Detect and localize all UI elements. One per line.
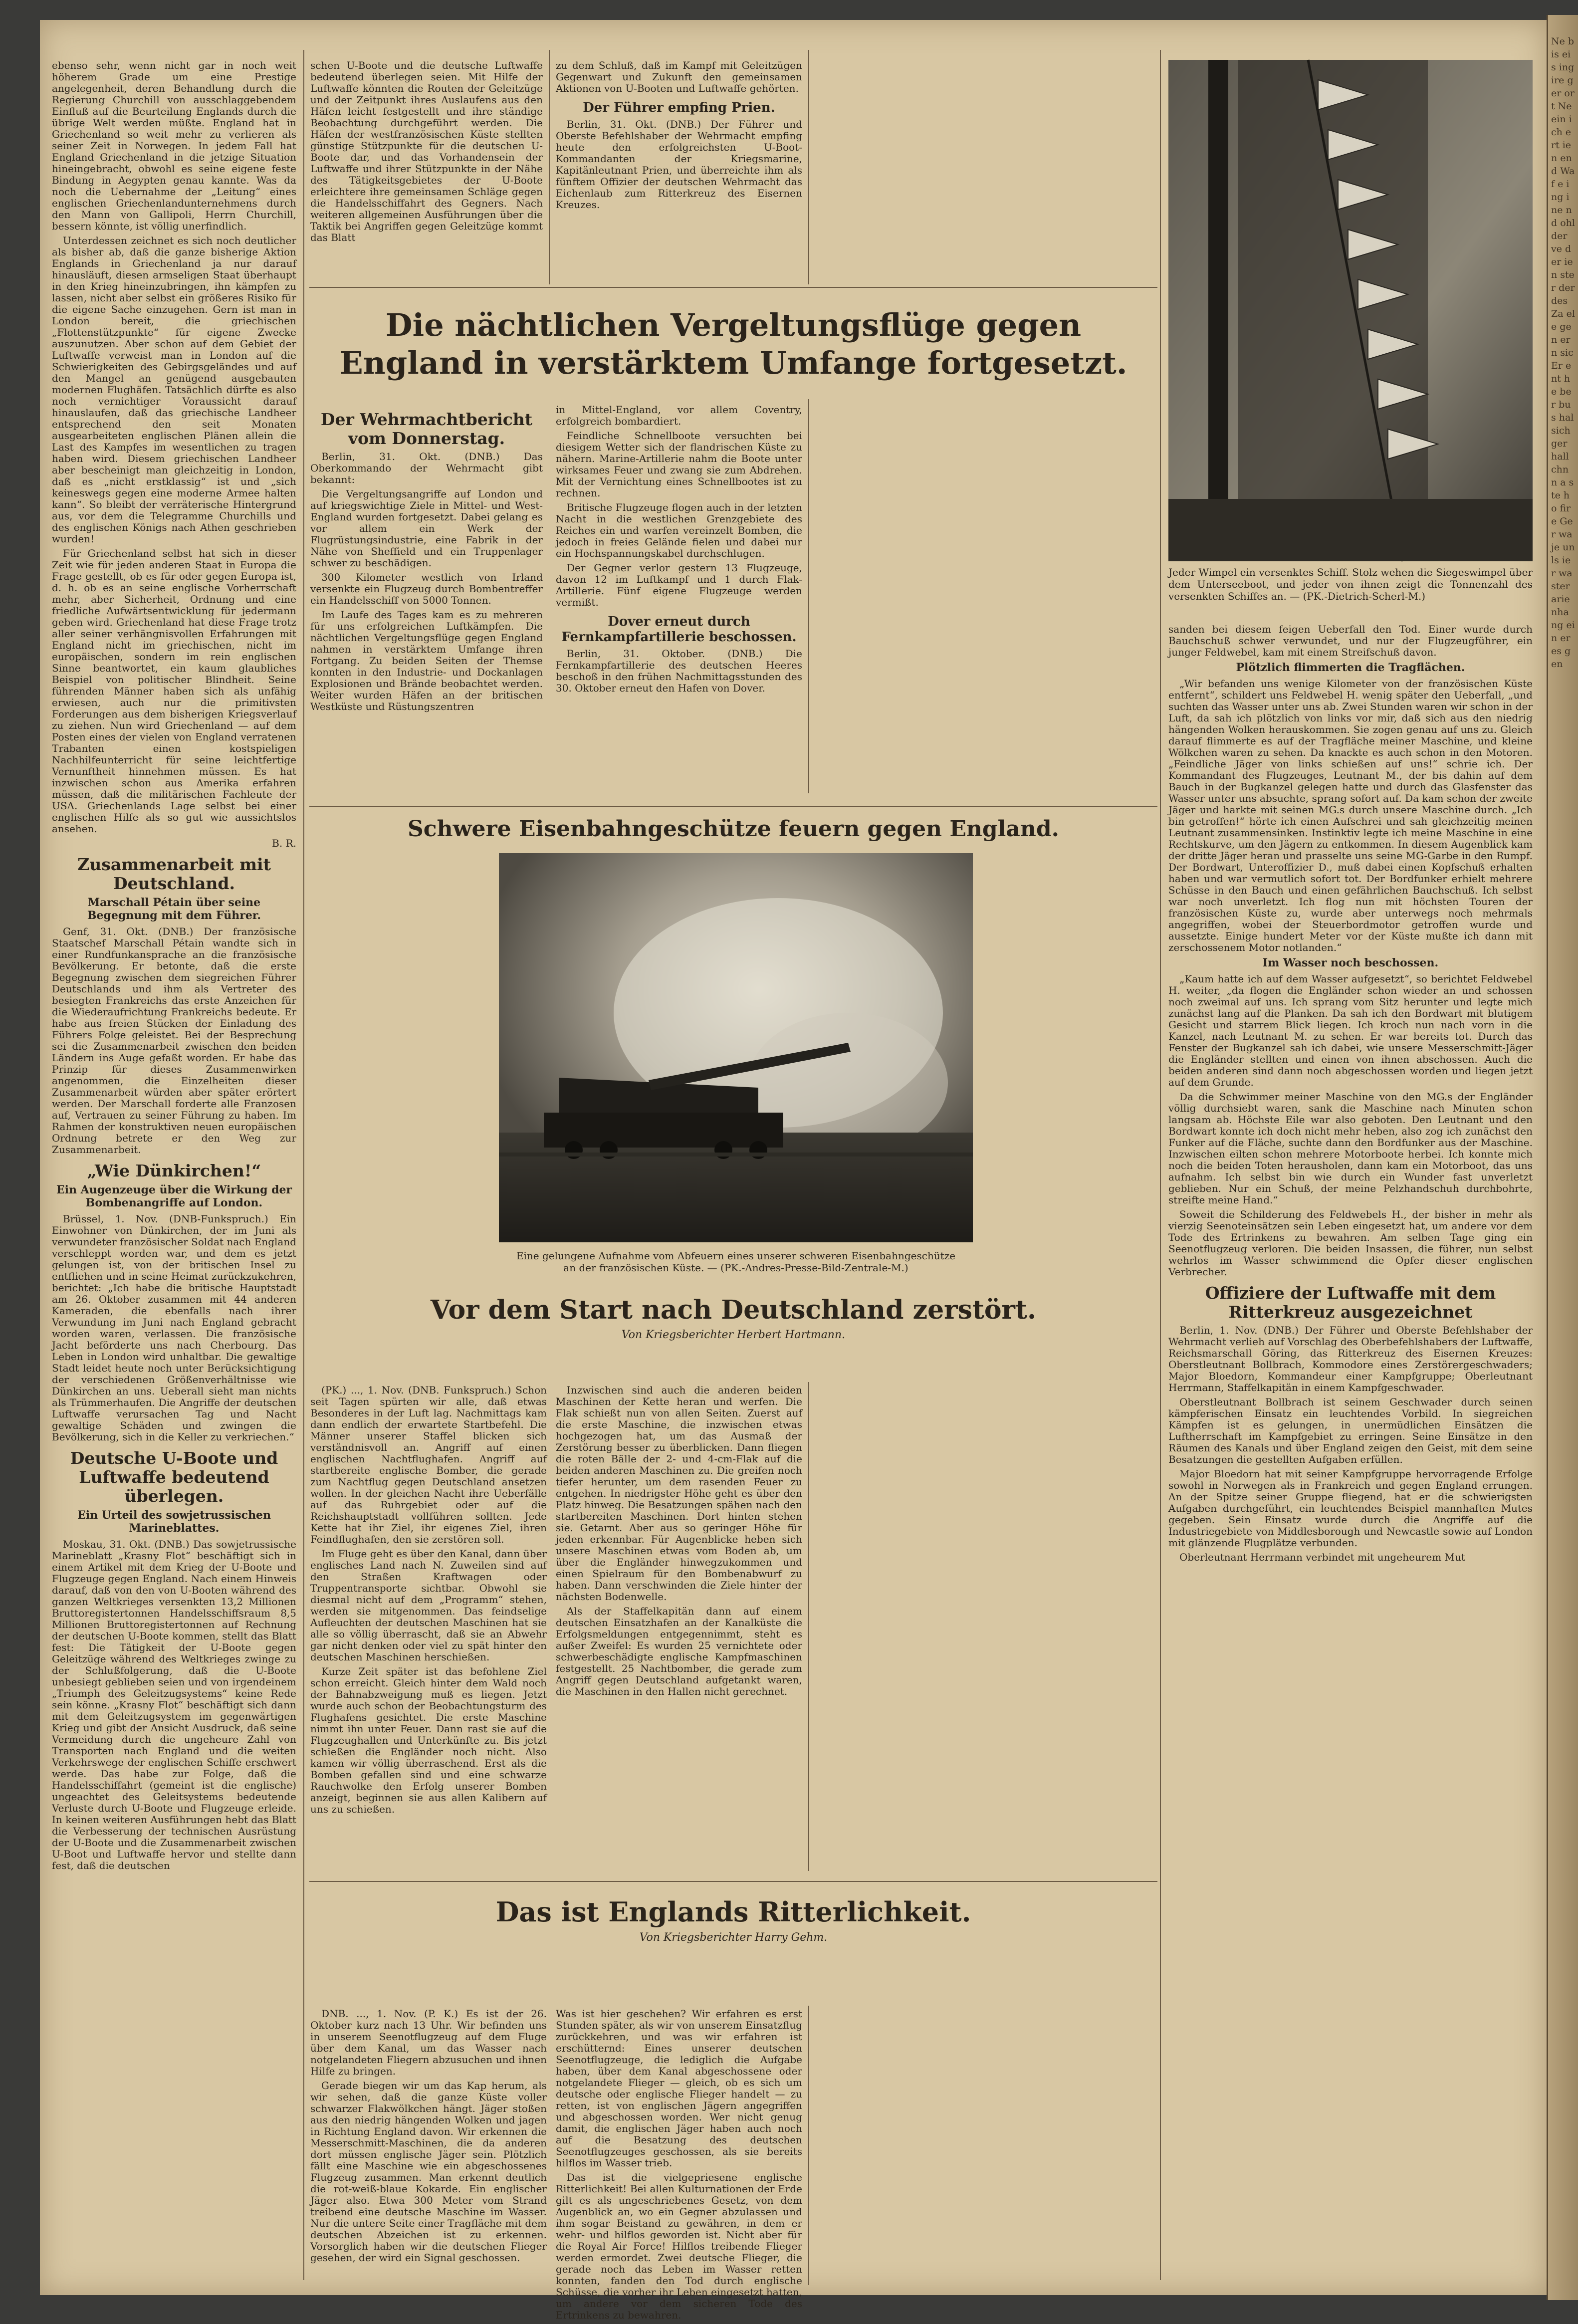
railway-gun-photo [499,853,973,1242]
newspaper-page [40,20,1547,2321]
start-headline: Vor dem Start nach Deutschland zerstört. [430,1295,1037,1325]
article-paragraph: sanden bei diesem feigen Ueberfall den Tod. Einer wurde durch Bauchschuß schwer verwundet, und nur der Flugzeugführer, ein junger Feldwebel, kam mit einem Streifschuß davon. [1168,623,1533,658]
article-paragraph: Oberleutnant Herrmann verbindet mit ungeheurem Mut [1179,1551,1465,1563]
adjacent-page-edge [1547,15,1578,2300]
article-paragraph: Britische Flugzeuge flogen auch in der letzten Nacht in die westlichen Grenzgebiete des Reiches ein und warfen vereinzelt Bomben, die jedoch in freies Gelände fielen und dabei nur ein Hochspannungskabel durchschlugen. [556,501,802,559]
byline: Von Kriegsberichter Harry Gehm. [639,1931,828,1944]
wehrmachtbericht-column [310,404,802,793]
subheadline: Ein Augenzeuge über die Wirkung der Bombenangriffe auf London. [56,1183,292,1209]
photo-headline-block [319,813,1147,848]
article-paragraph: Brüssel, 1. Nov. (DNB-Funkspruch.) Ein Einwohner von Dünkirchen, der im Juni als verwundeter französischer Soldat nach England verschleppt worden war, und dem es jetzt gelungen ist, von der britischen Insel zu entfliehen und in seine Heimat zurückzukehren, berichtet: „Ich habe die britische Hauptstadt am 26. Oktober zusammen mit 44 anderen Kameraden, die ebenfalls nach ihrer Verwundung im Juni nach England gebracht worden waren, verlassen. Die französische Jacht beförderte uns nach Cherbourg. Das Leben in London wird unhaltbar. Die gewaltige Stadt leidet heute noch unter Berücksichtigung der verschiedenen Größenverhältnisse wie Dünkirchen an uns. Ueberall sieht man nichts als Trümmerhaufen. Die Angriffe der deutschen Luftwaffe verursachen Tag und Nacht gewaltige Schäden und zwingen die Bevölkerung, sich in die Keller zu verkriechen.“ [52,1213,296,1443]
article-paragraph: Soweit die Schilderung des Feldwebels H., der bisher in mehr als vierzig Seenoteinsätzen sein Leben eingesetzt hat, um andere vor dem Tode des Ertrinkens zu bewahren. Am selben Tage ging ein Seenotflugzeug verloren. Die beiden Insassen, die führer, nun selbst wehrlos im Wasser schwimmend die Opfer dieser englischen Verbrecher. [1168,1208,1533,1278]
column-rule [808,50,809,284]
byline: Von Kriegsberichter Herbert Hartmann. [621,1329,846,1341]
article-paragraph: „Wir befanden uns wenige Kilometer von der französischen Küste entfernt“, schildert uns Feldwebel H. wenig später den Ueberfall, „und suchten das Wasser unter uns ab. Zwei Stunden waren wir schon in der Luft, da sah ich plötzlich von links vor mir, daß sich aus den niedrig hängenden Wolken herauskommen. Sie zogen genau auf uns zu. Gleich darauf flimmerte es auf der Tragfläche meiner Maschine, und kleine Wölkchen waren zu sehen. Da knackte es auch schon in den Motoren. „Feindliche Jäger von links schießen auf uns!“ schrie ich. Der Kommandant des Flugzeuges, Leutnant M., der bis dahin auf dem Bauch in der Bugkanzel gelegen hatte und durch das Glasfenster das Wasser unter uns absuchte, sprang sofort auf. Da kam schon der zweite Jäger und harkte mit seinen MG.s durch unsere Maschine durch. „Ich bin getroffen!“ hörte ich einen Aufschrei und sah gleichzeitig meinen Leutnant zusammensinken. Instinktiv legte ich meine Maschine in eine Rechtskurve, um den Jägern zu entkommen. In diesem Augenblick kam der dritte Jäger heran und prasselte uns seine MG-Garbe in den Rumpf. Der Bordwart, Unteroffizier D., muß dabei einen Kopfschuß erhalten haben und war vermutlich sofort tot. Der Bordfunker erhielt mehrere Schüsse in den Bauch und einen gefährlichen Bauchschuß. Ich selbst war noch unverletzt. Ich flog nun mit höchsten Touren der französischen Küste zu, wurde aber unterwegs noch mehrmals angegriffen, wobei der Steuerbordmotor getroffen wurde und aussetzte. Einige hundert Meter vor der Küste mußte ich dann mit zerschossenem Motor notlanden.“ [1168,678,1533,953]
article-paragraph: Die Vergeltungsangriffe auf London und auf kriegswichtige Ziele in Mittel- und West-England wurden fortgesetzt. Dabei gelang es vor allem ein Werk der Flugrüstungsindustrie, eine Fabrik in der Nähe von Sheffield und ein Truppenlager schwer zu beschädigen. [310,488,543,569]
main-headline: Die nächtlichen Vergeltungsflüge gegen England in verstärktem Umfange fortgesetzt. [339,307,1127,381]
article-paragraph: Was ist hier geschehen? Wir erfahren es erst Stunden später, als wir von unserem Einsatzflug zurückkehren, und was wir erfahren ist erschütternd: Eines unserer deutschen Seenotflugzeuge, die lediglich die Aufgabe haben, über dem Kanal abgeschossene oder notgelandete Flieger — gleich, ob es sich um deutsche oder englische Flieger handelt — zu retten, ist von englischen Jägern angegriffen und abgeschossen worden. Wer nicht genug damit, die englischen Jäger haben auch noch auf die Besatzung des deutschen Seenotflugzeuges geschossen, als sie bereits hilflos im Wasser trieb. [556,2008,802,2169]
article-paragraph: Oberstleutnant Bollbrach ist seinem Geschwader durch seinen kämpferischen Einsatz ein leuchtendes Vorbild. In siegreichen Kämpfen ist es gelungen, in unermüdlichen Einsätzen die Luftherrschaft im Kampfgebiet zu erringen. Seine Einsätze in den Räumen des Kanals und über England zeigen den Geist, mit dem seine Besatzungen die gestellten Aufgaben erfüllen. [1168,1396,1533,1465]
article-paragraph: Genf, 31. Okt. (DNB.) Der französische Staatschef Marschall Pétain wandte sich in einer Rundfunkansprache an die französische Bevölkerung. Er betonte, daß die erste Begegnung zwischen dem siegreichen Führer Deutschlands und ihm als Vertreter des besiegten Frankreichs das erste Anzeichen für die Wiederaufrichtung Frankreichs bedeute. Er habe aus freien Stücken der Einladung des Führers Folge geleistet. Bei der Besprechung sei die Zusammenarbeit zwischen den beiden Ländern ins Auge gefaßt worden. Er habe das Prinzip für dieses Zusammenwirken angenommen, die Einzelheiten dieser Zusammenarbeit würden aber später erörtert werden. Der Marschall forderte alle Franzosen auf, Vertrauen zu seiner Führung zu haben. Im Rahmen der konstruktiven neuen europäischen Ordnung betrete er den Weg zur Zusammenarbeit. [52,926,296,1156]
article-paragraph: Moskau, 31. Okt. (DNB.) Das sowjetrussische Marineblatt „Krasny Flot“ beschäftigt sich in einem Artikel mit dem Krieg der U-Boote und Flugzeuge gegen England. Nach einem Hinweis darauf, daß von den von U-Booten während des ganzen Weltkrieges versenkten 13,2 Millionen Bruttoregistertonnen Handelsschiffsraum 8,5 Millionen Bruttoregistertonnen auf Rechnung der deutschen U-Boote kommen, stellt das Blatt fest: Die Tätigkeit der U-Boote gegen Geleitzüge während des Weltkrieges zwinge zu der Schlußfolgerung, daß die U-Boote unbesiegt geblieben seien und von irgendeinem „Triumph des Geleitzugsystems“ keine Rede sein könne. „Krasny Flot“ beschäftigt sich dann mit dem Geleitzugsystem im gegenwärtigen Krieg und gibt der Ansicht Ausdruck, daß seine Vermeidung durch die ungeheure Zahl von Transporten nach England und die weiten Verkehrswege der englischen Schiffe erschwert werde. Das habe zur Folge, daß die Handelsschiffahrt (gemeint ist die englische) ungeachtet des Geleitsystems bedeutende Verluste durch U-Boote und Flugzeuge erleide. In keinen weiteren Ausführungen hebt das Blatt die Verbesserung der technischen Ausrüstung der U-Boote und die Zusammenarbeit zwischen U-Boot und Luftwaffe hervor und stellte dann fest, daß die deutschen [52,1538,296,1871]
article-paragraph: Inzwischen sind auch die anderen beiden Maschinen der Kette heran und werfen. Die Flak schießt nun von allen Seiten. Zuerst auf die erste Maschine, die inzwischen etwas hochgezogen hat, um das Ausmaß der Zerstörung besser zu überblicken. Dann fliegen die roten Bälle der 2- und 4-cm-Flak auf die beiden anderen Maschinen zu. Die greifen noch tiefer herunter, um dem rasenden Feuer zu entgehen. In niedrigster Höhe geht es über den Platz hinweg. Die Besatzungen spähen nach den startbereiten Maschinen. Dort hinten stehen sie. Getarnt. Aber aus so geringer Höhe für jeden erkennbar. Für Augenblicke heben sich unsere Maschinen etwas vom Boden ab, um über die Engländer hinwegzukommen und einen Spielraum für den Bombenabwurf zu haben. Dann verschwinden die Ziele hinter der nächsten Bodenwelle. [556,1384,802,1603]
article-paragraph: zu dem Schluß, daß im Kampf mit Geleitzügen Gegenwart und Zukunft den gemeinsamen Aktionen von U-Booten und Luftwaffe gehörten. [556,59,802,94]
column-rule [808,1382,809,1871]
subheadline: Ein Urteil des sowjetrussischen Marineblattes. [77,1509,271,1535]
ritter-article [310,2008,802,2321]
column-rule [808,399,809,793]
article-paragraph: Gerade biegen wir um das Kap herum, als wir sehen, daß die ganze Küste voller schwarzer Flakwölkchen hängt. Jäger stoßen aus den niedrig hängenden Wolken und jagen in Richtung England davon. Wir erkennen die Messerschmitt-Maschinen, die da anderen dort müssen englische Jäger sein. Plötzlich fällt eine Maschine wie ein abgeschossenes Flugzeug zusammen. Man erkennt deutlich die rot-weiß-blaue Kokarde. Ein englischer Jäger also. Etwa 300 Meter vom Strand treibend eine deutsche Maschine im Wasser. Nur die untere Seite einer Tragfläche mit dem deutschen Abzeichen ist zu erkennen. Vorsorglich haben wir die deutschen Flieger gesehen, der wird ein Signal geschossen. [310,2080,547,2264]
column-3-top [556,60,802,284]
headline-prien: Der Führer empfing Prien. [583,100,775,115]
photo-headline: Schwere Eisenbahngeschütze feuern gegen England. [408,816,1059,842]
railway-gun-image [499,853,973,1242]
article-paragraph: Da die Schwimmer meiner Maschine von den MG.s der Engländer völlig durchsiebt waren, sank die Maschine nach Minuten schon langsam ab. Höchste Eile war also geboten. Den Leutnant und den Bordwart konnte ich doch nicht mehr heben, also zog ich zunächst den Funker auf die Fläche, suchte dann den Bordfunker aus der Maschine. Inzwischen eilten schon mehrere Motorboote herbei. Ich konnte mich noch die beiden Toten herausholen, dann kam ein Motorboot, das uns aufnahm. Ich selbst bin wie durch ein Wunder fast unverletzt geblieben. Nur ein Schuß, der meine Pelzhandschuh durchbohrte, streifte meine Hand.“ [1168,1091,1533,1206]
start-article [310,1385,802,1873]
article-paragraph: Der Gegner verlor gestern 13 Flugzeuge, davon 12 im Luftkampf und 1 durch Flak-Artillerie. Fünf eigene Flugzeuge werden vermißt. [556,562,802,608]
article-paragraph: Im Fluge geht es über den Kanal, dann über englisches Land nach N. Zuweilen sind auf den Straßen Kraftwagen oder Truppentransporte sichtbar. Obwohl sie diesmal nicht auf dem „Programm“ stehen, werden sie mitgenommen. Das feindselige Aufleuchten der deutschen Maschinen hat sie alle so völlig überrascht, daß sie an Abwehr gar nicht denken oder viel zu spät hinter den deutschen Maschinen herschießen. [310,1548,547,1663]
article-paragraph: Feindliche Schnellboote versuchten bei diesigem Wetter sich der flandrischen Küste zu nähern. Marine-Artillerie nahm die Boote unter wirksames Feuer und zwang sie zum Abdrehen. Mit der Vernichtung eines Schnellbootes ist zu rechnen. [556,430,802,499]
article-paragraph: Berlin, 31. Oktober. (DNB.) Die Fernkampfartillerie des deutschen Heeres beschoß in den frühen Nachmittagsstunden des 30. Oktober erneut den Hafen von Dover. [556,648,802,694]
article-paragraph: Das ist die vielgepriesene englische Ritterlichkeit! Bei allen Kulturnationen der Erde gilt es als ungeschriebenes Gesetz, von dem Augenblick an, wo ein Gegner abzulassen und ihm sogar Beistand zu gewähren, in dem er wehr- und hilflos geworden ist. Nicht aber für die Royal Air Force! Hilflos treibende Flieger werden ermordet. Zwei deutsche Flieger, die gerade noch das Leben im Wasser retten konnten, fanden den Tod durch englische Schüsse, die vorher ihr Leben eingesetzt hatten, um andere vor dem sicheren Tode des Ertrinkens zu bewahren. [556,2171,802,2321]
photo-caption: Eine gelungene Aufnahme vom Abfeuern eines unserer schweren Eisenbahngeschütze an der französischen Küste. — (PK.-Andres-Presse-Bild-Zentrale-M.) [516,1250,956,1274]
article-paragraph: Kurze Zeit später ist das befohlene Ziel schon erreicht. Gleich hinter dem Wald noch der Bahnabzweigung muß es liegen. Jetzt wurde auch schon der Beobachtungsturm des Flughafens gesichtet. Die erste Maschine nimmt ihn unter Feuer. Dann rast sie auf die Flugzeughallen und Unterkünfte zu. Bis jetzt schießen die Engländer noch nicht. Also kamen wir völlig überraschend. Erst als die Bomben gefallen sind und eine schwarze Rauchwolke den Erfolg unserer Bomben anzeigt, beginnen sie aus allen Kalibern auf uns zu schießen. [310,1665,547,1815]
author-signature: B. R. [272,837,296,849]
ritter-headline-block [319,1888,1147,1998]
column-rule [303,50,304,2280]
article-paragraph: Berlin, 31. Okt. (DNB.) Das Oberkommando der Wehrmacht gibt bekannt: [310,451,543,485]
article-paragraph: (PK.) ..., 1. Nov. (DNB. Funkspruch.) Schon seit Tagen spürten wir alle, daß etwas Besonderes in der Luft lag. Nachmittags kam dann endlich der erwartete Startbefehl. Die Männer unserer Staffel blicken sich verständnisvoll an. Angriff auf einen englischen Nachtflughafen. Angriff auf startbereite englische Bomber, die gerade zum Nachtflug gegen Deutschland ansetzen wollen. In der gleichen Nacht ihre Ueberfälle auf das Ruhrgebiet oder auf die Reichshauptstadt vollführen sollten. Jede Kette hat ihr Ziel, ihr eigenes Ziel, ihren Feindflughafen, den sie zerstören soll. [310,1384,547,1545]
article-paragraph: in Mittel-England, vor allem Coventry, erfolgreich bombardiert. [556,404,802,427]
subheadline: Im Wasser noch beschossen. [1262,956,1439,969]
subheadline: Marschall Pétain über seine Begegnung mit dem Führer. [87,896,261,922]
article-paragraph: Berlin, 1. Nov. (DNB.) Der Führer und Oberste Befehlshaber der Wehrmacht verlieh auf Vorschlag des Oberbefehlshabers der Luftwaffe, Reichsmarschall Göring, das Ritterkreuz des Eisernen Kreuzes: Oberstleutnant Bollbrach, Kommodore eines Zerstörergeschwaders; Major Bloedorn, Kommandeur einer Kampfgruppe; Oberleutnant Herrmann, Staffelkapitän in einem Kampfgeschwader. [1168,1324,1533,1394]
column-2-top [310,60,543,284]
article-paragraph: DNB. ..., 1. Nov. (P. K.) Es ist der 26. Oktober kurz nach 13 Uhr. Wir befinden uns in unserem Seenotflugzeug auf dem Fluge über dem Kanal, um das Wasser nach notgelandeten Fliegern abzusuchen und ihnen Hilfe zu bringen. [310,2008,547,2077]
article-paragraph: Als der Staffelkapitän dann auf einem deutschen Einsatzhafen an der Kanalküste die Erfolgsmeldungen entgegennimmt, steht es außer Zweifel: Es wurden 25 vernichtete oder schwerbeschädigte englische Kampfmaschinen festgestellt. 25 Nachtbomber, die gerade zum Angriff gegen Deutschland aufgetankt waren, die Maschinen in den Hallen nicht gerechnet. [556,1605,802,1697]
subheadline: Plötzlich flimmerten die Tragflächen. [1236,661,1465,674]
headline-zusammenarbeit: Zusammenarbeit mit Deutschland. [77,855,271,893]
column-rule [808,2006,809,2285]
headline-ritterkreuz: Offiziere der Luftwaffe mit dem Ritterkreuz ausgezeichnet [1205,1283,1496,1322]
column-left [52,60,296,2275]
article-paragraph: Für Griechenland selbst hat sich in dieser Zeit wie für jeden anderen Staat in Europa die Frage gestellt, ob es für oder gegen Europa ist, d. h. ob es an seine englische Vorherrschaft mehr, aber Sicherheit, Ordnung und eine friedliche Aufwärtsentwicklung für jedermann geben wird. Griechenland hat diese Frage trotz aller seiner verhängnisvollen Erfahrungen mit England nicht im griechischen, nicht im europäischen, sondern im rein englischen Sinne beantwortet, ein kaum glaubliches Beispiel von politischer Blindheit. Seine führenden Männer haben sich als unfähig erwiesen, auch nur die primitivsten Forderungen aus dem bisherigen Kriegsverlauf zu ziehen. Nun wird Griechenland — auf dem Posten eines der vielen von England verratenen Trabanten einen kostspieligen Nachhilfeunterricht für seine leichtfertige Vernunftheit hinnehmen müssen. Es hat inzwischen schon aus Amerika erfahren müssen, daß die militärischen Fachleute der USA. Griechenlands Lage selbst bei einer englischen Hilfe als so gut wie aussichtslos ansehen. [52,547,296,835]
article-paragraph: Im Laufe des Tages kam es zu mehreren für uns erfolgreichen Luftkämpfen. Die nächtlichen Vergeltungsflüge gegen England nahmen in verstärktem Umfange ihren Fortgang. Zu beiden Seiten der Themse konnten in den Industrie- und Dockanlagen Explosionen und Brände beobachtet werden. Weiter wurden Häfen an der britischen Westküste und Rüstungszentren [310,609,543,712]
ritter-headline: Das ist Englands Ritterlichkeit. [495,1896,971,1928]
main-headline-block [319,299,1147,399]
article-paragraph: ebenso sehr, wenn nicht gar in noch weit höherem Grade um eine Prestige angelegenheit, deren Behandlung durch die Regierung Churchill von ausschlaggebendem Einfluß auf die Beurteilung Englands durch die übrige Welt werden müßte. England hat in Griechenland so weit mehr zu verlieren als seiner Zeit in Norwegen. In jedem Fall hat England Griechenland in die jetzige Situation hineingebracht, obwohl es seine eigene feste Bindung in Aegypten genau kannte. Was da noch die Uebernahme der „Leitung“ eines englischen Griechenlandunternehmens durch den Mann von Gallipoli, Herrn Churchill, bessern könnte, ist völlig unerfindlich. [52,59,296,232]
headline-dover: Dover erneut durch Fernkampfartillerie beschossen. [561,614,797,645]
article-paragraph: „Kaum hatte ich auf dem Wasser aufgesetzt“, so berichtet Feldwebel H. weiter, „da flogen die Engländer schon wieder an und schossen noch zweimal auf uns. Ich sprang vom Sitz herunter und legte mich zunächst lang auf die Planken. Da sah ich den Bordwart mit blutigem Gesicht und starrem Blick liegen. Ich kroch nun nach vorn in die Kanzel, nach Leutnant M. zu sehen. Er war bereits tot. Durch das Fenster der Bugkanzel sah ich dabei, wie unsere Messerschmitt-Jäger die Engländer stellten und einen von ihnen abschossen. Auch die beiden anderen sind dann noch abgeschossen worden und liegen jetzt auf dem Grunde. [1168,973,1533,1088]
column-rule [1160,50,1161,2280]
column-right [1168,624,1533,2280]
column-rule [549,50,550,284]
section-rule [309,287,1157,288]
u-boat-photo-caption: Jeder Wimpel ein versenktes Schiff. Stolz wehen die Siegeswimpel über dem Unterseeboot, und jeder von ihnen zeigt die Tonnenzahl des versenkten Schiffes an. — (PK.-Dietrich-Scherl-M.) [1168,566,1533,602]
headline-wehrmachtbericht: Der Wehrmachtbericht vom Donnerstag. [320,410,533,448]
u-boat-pennants-photo [1168,60,1533,561]
article-paragraph: 300 Kilometer westlich von Irland versenkte ein Flugzeug durch Bombentreffer ein Handelsschiff von 5000 Tonnen. [310,571,543,606]
article-paragraph: schen U-Boote und die deutsche Luftwaffe bedeutend überlegen seien. Mit Hilfe der Luftwaffe könnten die Routen der Geleitzüge und der Zeitpunkt ihres Auslaufens aus den Häfen leicht festgestellt und ihre ständige Beobachtung durchgeführt werden. Die Häfen der westfranzösischen Küste stellten günstige Stützpunkte für die deutschen U-Boote dar, und das Vorhandensein der Luftwaffe und ihrer Stützpunkte in der Nähe des Tätigkeitsgebietes der U-Boote erleichtere ihre gemeinsamen Schläge gegen die Handelsschiffahrt des Gegners. Nach weiteren allgemeinen Ausführungen über die Taktik bei Angriffen gegen Geleitzüge kommt das Blatt [310,59,543,243]
headline-wie-duenkirchen: „Wie Dünkirchen!“ [87,1161,261,1180]
u-boat-pennants-image [1168,60,1533,561]
adjacent-page-text: Ne bis eis ing ire ger ort Ne ein ich ert ien en d Wa f e ing ine nd ohl der ve der ien ster der des Za ele gen ern sic Er ent he ber bus hal sich ger hall chn n a ste ho fire Ger wa je un ls ier wa ster arie nha ng ein er es gen [1551,36,1575,670]
start-headline-block [319,1290,1147,1375]
headline-u-boote: Deutsche U-Boote und Luftwaffe bedeutend überlegen. [70,1448,278,1506]
article-paragraph: Major Bloedorn hat mit seiner Kampfgruppe hervorragende Erfolge sowohl in Norwegen als in Frankreich und gegen England errungen. An der Spitze seiner Gruppe fliegend, hat er die schwierigsten Aufgaben durchgeführt, ein leuchtendes Beispiel mannhaften Mutes gegeben. Sein Einsatz wurde durch die Angriffe auf die Industriegebiete von Middlesborough und Newcastle sowie auf London mit glänzende Flugplätze verbunden. [1168,1468,1533,1549]
article-paragraph: Unterdessen zeichnet es sich noch deutlicher als bisher ab, daß die ganze bisherige Aktion Englands in Griechenland ja nur darauf hinausläuft, diesen armseligen Staat überhaupt in den Krieg hineinzubringen, ihn kämpfen zu lassen, nicht aber selbst ein größeres Risiko für die eigene Sache einzugehen. Gern ist man in London bereit, die griechischen „Flottenstützpunkte“ für eigene Zwecke auszunutzen. Aber schon auf dem Gebiet der Luftwaffe verweist man in London auf die Schwierigkeiten des Gebirgsgeländes und auf den Mangel an genügend ausgebauten modernen Flughäfen. Tatsächlich dürfte es also noch vernichtiger Voraussicht darauf hinauslaufen, daß das griechische Landheer entsprechend den seit Monaten ausgearbeiteten englischen Plänen allein die Last des Kampfes im wesentlichen zu tragen haben wird. Diesem griechischen Landheer aber bescheinigt man gleichzeitig in London, daß es „nicht erstklassig“ ist und „sich keineswegs gegen eine moderne Armee halten kann“. So bleibt der verräterische Hintergrund aus, vor dem die Telegramme Churchills und des englischen Königs nach Athen geschrieben wurden! [52,234,296,545]
article-paragraph: Berlin, 31. Okt. (DNB.) Der Führer und Oberste Befehlshaber der Wehrmacht empfing heute den erfolgreichsten U-Boot-Kommandanten der Kriegsmarine, Kapitänleutnant Prien, und überreichte ihm als fünftem Offizier der deutschen Wehrmacht das Eichenlaub zum Ritterkreuz des Eisernen Kreuzes. [556,118,802,211]
section-rule [309,1881,1157,1882]
section-rule [309,806,1157,807]
